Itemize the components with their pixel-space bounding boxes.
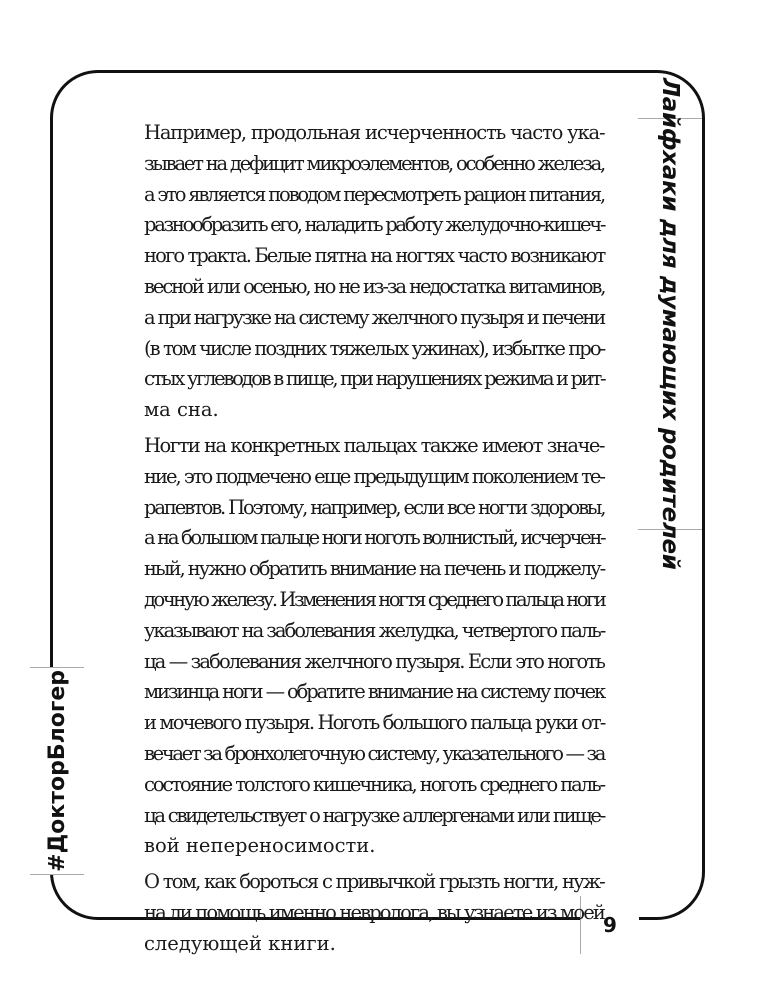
text-line: рапевтов. Поэтому, например, если все ногти здоровы, [144, 495, 605, 519]
text-line: на ли помощь именно невролога, вы узнаете из моей [144, 900, 604, 924]
text-line: ца — заболевания желчного пузыря. Если это ноготь [144, 649, 604, 673]
text-line: (в том числе поздних тяжелых ужинах), избытке про- [144, 336, 605, 360]
text-line: ма сна. [144, 398, 219, 422]
text-line: Ногти на конкретных пальцах также имеют значе- [144, 433, 604, 457]
text-line: зывает на дефицит микроэлементов, особенно железа, [144, 151, 604, 175]
text-line: Например, продольная исчерченность часто ука- [144, 121, 605, 144]
hashtag-label: #ДокторБлогер [44, 670, 70, 872]
body-text [116, 118, 604, 965]
text-line: следующей книги. [144, 931, 336, 955]
text-line: мизинца ноги — обратите внимание на систему почек [144, 680, 604, 704]
text-line: ца свидетельствует о нагрузке аллергенами или пище- [144, 803, 605, 827]
series-title-tab [638, 78, 702, 570]
text-line: ного тракта. Белые пятна на ногтях часто возникают [144, 244, 605, 268]
text-line: и мочевого пузыря. Ноготь большого пальца руки от- [144, 711, 605, 735]
text-line: ный, нужно обратить внимание на печень и поджелу- [144, 557, 605, 581]
text-line: разнообразить его, наладить работу желудочно-кишеч- [144, 213, 605, 237]
paragraph-1 [116, 118, 604, 426]
text-line: дочную железу. Изменения ногтя среднего пальца ноги [144, 587, 605, 611]
text-line: весной или осенью, но не из-за недостатка витаминов, [144, 274, 605, 298]
text-line: стых углеводов в пище, при нарушениях режима и рит- [144, 367, 605, 391]
text-line: вечает за бронхолегочную систему, указательного — за [144, 741, 605, 765]
paragraph-2 [116, 431, 604, 862]
text-line: состояние толстого кишечника, ноготь среднего паль- [144, 772, 604, 796]
series-title: Лайфхаки для думающих родителей [657, 78, 683, 570]
paragraph-3 [116, 867, 604, 959]
text-line: О том, как бороться с привычкой грызть ногти, нуж- [144, 870, 604, 894]
text-line: указывают на заболевания желудка, четвертого паль- [144, 618, 605, 642]
text-line: вой непереносимости. [144, 834, 376, 858]
text-line: а при нагрузке на систему желчного пузыря и печени [144, 305, 605, 329]
hashtag-tab [30, 667, 84, 875]
text-line: ние, это подмечено еще предыдущим поколением те- [144, 464, 604, 488]
page-number: 9 [603, 913, 617, 937]
text-line: а на большом пальце ноги ноготь волнистый, исчерчен- [144, 526, 605, 550]
text-line: а это является поводом пересмотреть рацион питания, [144, 182, 605, 206]
